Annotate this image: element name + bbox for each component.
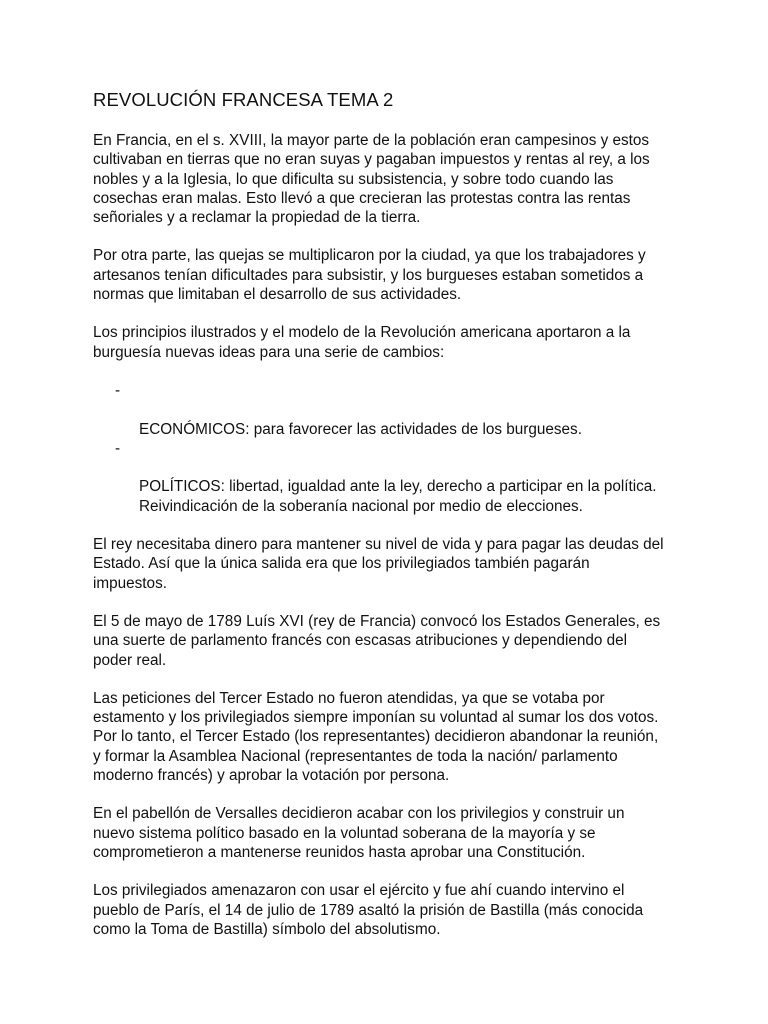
list-item-politicos [93, 439, 683, 516]
paragraph-5: El 5 de mayo de 1789 Luís XVI (rey de Francia) convocó los Estados Generales, es una suerte de parlamento francés con escasas atribuciones y dependiendo del poder real. [93, 612, 661, 669]
paragraph-8: Los privilegiados amenazaron con usar el ejército y fue ahí cuando intervino el pueblo de París, el 14 de julio de 1789 asaltó la prisión de Bastilla (más conocida como la Toma de Bastilla) símbolo del absolutismo. [93, 882, 644, 938]
list-item-economicos [93, 381, 683, 439]
bullet-marker: - [115, 381, 121, 399]
changes-list [93, 381, 683, 516]
paragraph-6: Las peticiones del Tercer Estado no fueron atendidas, ya que se votaba por estamento y los privilegiados siempre imponían su voluntad al sumar los dos votos. Por lo tanto, el Tercer Estado (los representantes) decidieron abandonar la reunión, y formar la Asamblea Nacional (representantes de toda la nación/ parlamento moderno francés) y aprobar la votación por persona. [93, 689, 659, 785]
document-body [93, 88, 683, 958]
document-title: REVOLUCIÓN FRANCESA TEMA 2 [93, 89, 394, 110]
bullet-marker: - [115, 439, 121, 457]
paragraph-7: En el pabellón de Versalles decidieron acabar con los privilegios y construir un nuevo sistema político basado en la voluntad soberana de la mayoría y se comprometieron a mantenerse reunidos hasta aprobar una Constitución. [93, 805, 625, 861]
paragraph-1: En Francia, en el s. XVIII, la mayor parte de la población eran campesinos y estos cultivaban en tierras que no eran suyas y pagaban impuestos y rentas al rey, a los nobles y a la Iglesia, lo que dificulta su subsistencia, y sobre todo cuando las cosechas eran malas. Esto llevó a que crecieran las protestas contra las rentas señoriales y a reclamar la propiedad de la tierra. [93, 132, 650, 227]
list-item-text: POLÍTICOS: libertad, igualdad ante la ley, derecho a participar en la política. Reivindicación de la soberanía nacional por medio de elecciones. [139, 478, 657, 515]
paragraph-2: Por otra parte, las quejas se multiplicaron por la ciudad, ya que los trabajadores y artesanos tenían dificultades para subsistir, y los burgueses estaban sometidos a normas que limitaban el desarrollo de sus actividades. [93, 247, 646, 304]
list-item-text: ECONÓMICOS: para favorecer las actividades de los burgueses. [139, 420, 582, 438]
paragraph-4: El rey necesitaba dinero para mantener su nivel de vida y para pagar las deudas del Estado. Así que la única salida era que los privilegiados también pagarán impuestos. [93, 536, 664, 592]
paragraph-3: Los principios ilustrados y el modelo de la Revolución americana aportaron a la burguesía nuevas ideas para una serie de cambios: [93, 324, 631, 361]
